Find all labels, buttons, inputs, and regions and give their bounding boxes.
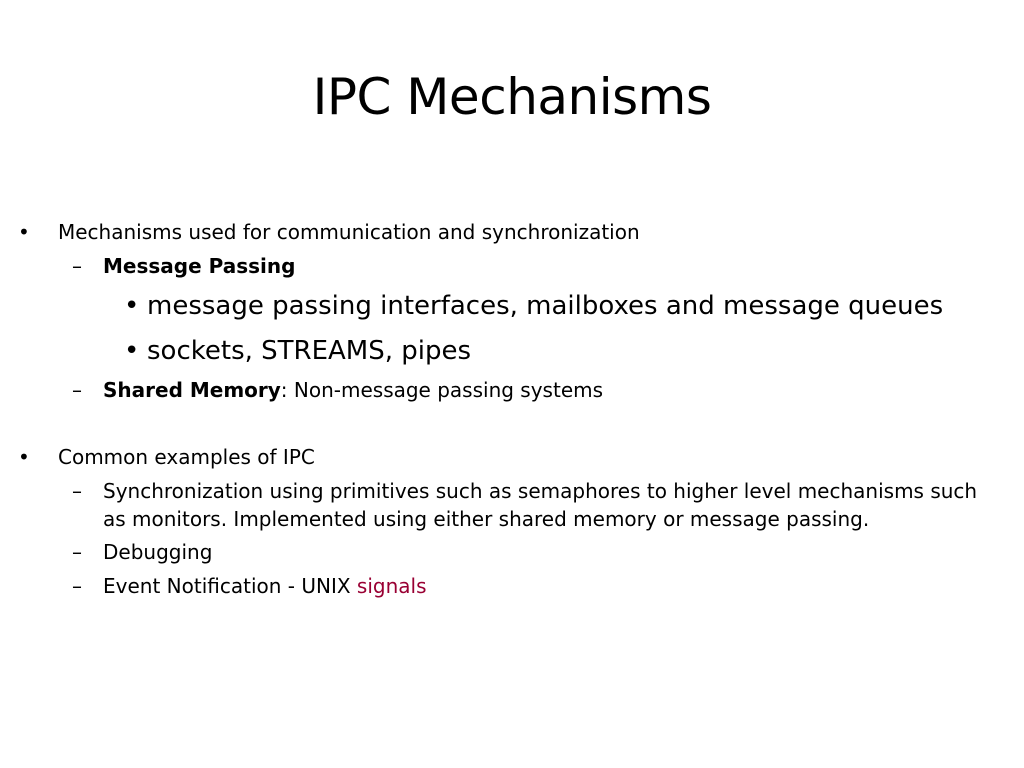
sub-bullet-marker: – <box>72 378 82 402</box>
shared-memory-label: Shared Memory <box>103 378 281 402</box>
sub-sub-bullet-marker: • <box>124 291 140 321</box>
bullet-marker: • <box>18 445 30 469</box>
sub-bullet-shared-memory <box>103 376 603 404</box>
sub-bullet-debugging: Debugging <box>103 540 213 564</box>
sub-bullet-event-notification <box>103 572 427 600</box>
sub-bullet-marker: – <box>72 540 82 564</box>
sub-bullet-marker: – <box>72 254 82 278</box>
bullet-marker: • <box>18 220 30 244</box>
signals-highlight: signals <box>356 574 427 598</box>
sub-sub-bullet-text: message passing interfaces, mailboxes and message queues <box>147 291 944 321</box>
sub-bullet-message-passing: Message Passing <box>103 254 296 278</box>
bullet-text: Common examples of IPC <box>58 445 315 469</box>
event-notification-text: Event Notification - UNIX <box>103 574 357 598</box>
sub-sub-bullet-text: sockets, STREAMS, pipes <box>147 336 472 366</box>
slide-title: IPC Mechanisms <box>312 68 712 126</box>
shared-memory-description: : Non-message passing systems <box>280 378 604 402</box>
bullet-text: Mechanisms used for communication and synchronization <box>58 220 640 244</box>
sub-bullet-marker: – <box>72 479 82 503</box>
sub-bullet-marker: – <box>72 574 82 598</box>
sub-sub-bullet-marker: • <box>124 336 140 366</box>
sub-bullet-synchronization-line1: Synchronization using primitives such as semaphores to higher level mechanisms such <box>103 479 978 503</box>
sub-bullet-synchronization-line2: as monitors. Implemented using either shared memory or message passing. <box>103 507 870 531</box>
